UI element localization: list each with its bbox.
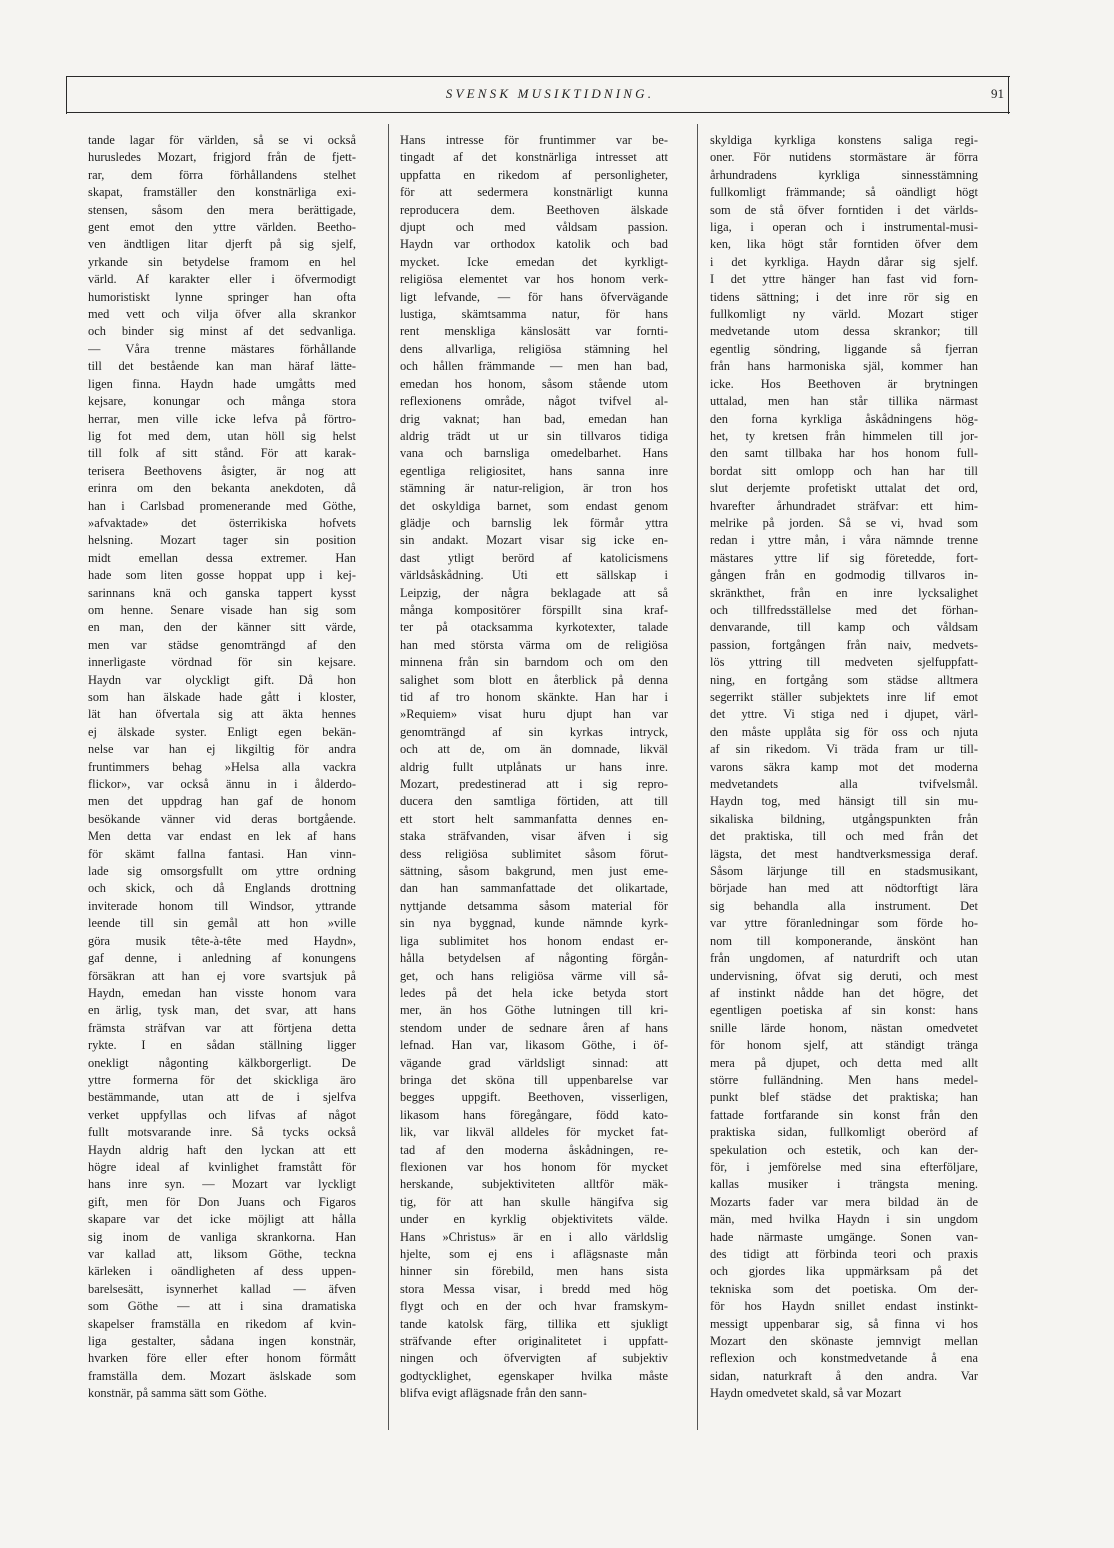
text-line: sikaliska bildning, utgångspunkten från xyxy=(710,811,978,826)
text-line: Hans »Christus» är en i allo världslig xyxy=(400,1229,668,1244)
text-line: reflexionens område, något tvifvel al- xyxy=(400,394,668,409)
text-line: minnena från sin barndom och om den xyxy=(400,655,668,670)
text-line: ej älskade syster. Enligt egen bekän- xyxy=(88,724,356,739)
text-line: snille lärde honom, nästan omedvetet xyxy=(710,1020,978,1035)
text-line: tad af den moderna åskådningen, re- xyxy=(400,1142,668,1157)
text-line: lig fot med dem, utan höll sig helst xyxy=(88,428,356,443)
text-line: Haydn aldrig haft den lyckan att ett xyxy=(88,1142,356,1157)
text-line: det praktiska, till och med från det xyxy=(710,829,978,844)
text-line: Haydn var olyckligt gift. Då hon xyxy=(88,672,356,687)
text-line: dess religiösa sublimitet såsom förut- xyxy=(400,846,668,861)
text-line: praktiska sidan, fullkomligt oberörd af xyxy=(710,1125,978,1140)
text-line: men var städse genomträngd af den xyxy=(88,637,356,652)
text-line: helsning. Mozart tager sin position xyxy=(88,533,356,548)
text-line: tig, för att han skulle hängifva sig xyxy=(400,1194,668,1209)
header-bottom-rule xyxy=(66,112,1010,113)
text-line: hålla betydelsen af någonting förgån- xyxy=(400,951,668,966)
text-line: blifva evigt aflägsnade från den sann- xyxy=(400,1386,587,1401)
text-line: hinner sin förebild, men hans sista xyxy=(400,1264,668,1279)
text-line: ter på otacksamma kyrkotexter, talade xyxy=(400,620,668,635)
text-line: Mozart, predestinerad att i sig repro- xyxy=(400,777,668,792)
text-line: Haydn var orthodox katolik och bad xyxy=(400,237,668,252)
text-line: göra musik tête-à-tête med Haydn», xyxy=(88,933,356,948)
text-line: aldrig trädt ut ur sin tillvaros tidiga xyxy=(400,428,668,443)
text-line: sig behandla alla instrument. Det xyxy=(710,898,978,913)
text-line: humoristiskt lynne springer han ofta xyxy=(88,289,356,304)
text-line: gift, men för Don Juans och Figaros xyxy=(88,1194,356,1209)
text-line: dens allvarliga, religiösa stämning hel xyxy=(400,341,668,356)
text-line: och att de, om än domnade, likväl xyxy=(400,742,668,757)
text-line: sträfvande efter originalitetet i uppfatt- xyxy=(400,1334,668,1349)
text-line: passion, fortgången från naiv, medvets- xyxy=(710,637,978,652)
text-line: lik, var likväl alldeles för mycket fat- xyxy=(400,1125,668,1140)
text-line: af instinkt nådde han det högre, det xyxy=(710,985,978,1000)
text-line: lade sig omsorgsfullt om yttre ordning xyxy=(88,864,356,879)
text-line: leende till sin gemål att hon »ville xyxy=(88,916,356,931)
text-line: och tillfredsställelse med det förhan- xyxy=(710,602,978,617)
text-line: bringa det sköna till uppenbarelse var xyxy=(400,1072,668,1087)
text-line: mästares yttre lif sig företedde, fort- xyxy=(710,550,978,565)
text-line: undervisning, öfvat sig deruti, och mest xyxy=(710,968,978,983)
text-line: gent emot den yttre världen. Beetho- xyxy=(88,220,356,235)
text-line: men det uppdrag han gaf de honom xyxy=(88,794,356,809)
text-line: för att sedermera konstnärligt kunna xyxy=(400,185,668,200)
text-line: började han med att nödtorftigt lära xyxy=(710,881,978,896)
text-line: midt emellan dessa extremer. Han xyxy=(88,550,356,565)
page-number: 91 xyxy=(991,86,1004,101)
text-line: värld. Af karakter eller i öfvermodigt xyxy=(88,272,356,287)
text-line: I det yttre hänger han fast vid forn- xyxy=(710,272,978,287)
text-line: reproducera dem. Beethoven älskade xyxy=(400,202,668,217)
text-line: emedan hos honom, såsom stående utom xyxy=(400,376,668,391)
text-line: rent menskliga känslosätt var fornti- xyxy=(400,324,668,339)
text-line: var yttre föranledningar som förde ho- xyxy=(710,916,978,931)
text-line: rykte. I en sådan ställning ligger xyxy=(88,1038,356,1053)
text-line: mer, än hos Göthe lutningen till kri- xyxy=(400,1003,668,1018)
text-line: fattade fortfarande sin konst från den xyxy=(710,1107,978,1122)
text-line: godtycklighet, egenskaper hvilka måste xyxy=(400,1368,668,1383)
text-line: han med största värma om de religiösa xyxy=(400,637,668,652)
text-line: tingadt af det konstnärliga intresset att xyxy=(400,150,668,165)
text-line: om henne. Senare visade han sig som xyxy=(88,602,356,617)
text-line: segerrikt ställer subjektets inre lif emot xyxy=(710,690,978,704)
text-line: nom till komponerande, änskönt han xyxy=(710,933,978,948)
text-column-2 xyxy=(400,132,668,1403)
text-line: likasom hans föregångare, född kato- xyxy=(400,1107,668,1122)
text-line: medvetandets alla tvifvelsmål. xyxy=(710,777,978,792)
text-line: skapat, framställer den konstnärliga exi- xyxy=(88,185,356,200)
text-line: djupt och med våldsam passion. xyxy=(400,220,668,235)
text-line: den samt tillbaka har hos honom full- xyxy=(710,446,978,461)
text-line: världsåskådning. Uti ett sällskap i xyxy=(400,568,668,583)
text-line: punkt blef städse det praktiska; han xyxy=(710,1090,978,1105)
text-line: yttre formerna för det skickliga äro xyxy=(88,1072,356,1087)
text-line: erinra om den bekanta anekdoten, då xyxy=(88,481,356,496)
text-line: fruntimmers behag »Helsa alla vackra xyxy=(88,759,356,774)
text-line: spekulation och estetik, och kan der- xyxy=(710,1142,978,1157)
text-line: reflexion och konstmedvetande å ena xyxy=(710,1351,978,1366)
text-line: genomträngd af sin kyrkas intryck, xyxy=(400,724,668,739)
text-line: Mozart den skönaste jemnvigt mellan xyxy=(710,1334,978,1349)
text-line: — Våra trenne mästares förhållande xyxy=(88,341,356,356)
text-line: den forna kyrkliga åskådningens hög- xyxy=(710,411,978,426)
text-line: Leipzig, der några beklagade att så xyxy=(400,585,668,600)
text-line: för skämt fallna fantasi. Han vinn- xyxy=(88,846,356,861)
text-line: med vett och vilja öfver alla skrankor xyxy=(88,307,356,322)
text-line: des tidigt att förbinda teori och praxis xyxy=(710,1247,978,1261)
text-line: tande lagar för världen, så se vi också xyxy=(88,133,356,147)
text-line: melrike på jorden. Så se vi, hvad som xyxy=(710,515,978,530)
text-line: skyldiga kyrkliga konstens saliga regi- xyxy=(710,133,978,147)
text-line: sin nya byggnad, kunde nämnde kyrk- xyxy=(400,916,668,931)
text-line: kejsare, konungar och många stora xyxy=(88,394,356,409)
text-line: yrkande sin betydelse framom en hel xyxy=(88,254,356,269)
text-line: fullt motsvarande inre. Så tycks också xyxy=(88,1125,356,1140)
text-line: nyttjande detsamma såsom material för xyxy=(400,898,668,913)
column-divider-1 xyxy=(388,124,389,1430)
text-line: som de stå öfver forntiden i det världs- xyxy=(710,202,978,217)
text-line: från hans harmoniska själ, kommer han xyxy=(710,359,978,374)
text-line: en ärlig, tysk man, det svar, att hans xyxy=(88,1003,356,1018)
text-line: uppfatta en rikedom af personligheter, xyxy=(400,167,668,182)
text-line: af sin rikedom. Vi träda fram ur till- xyxy=(710,742,978,757)
text-line: ningen och öfvervigten af subjektiv xyxy=(400,1351,668,1366)
text-line: mera på djupet, och detta med allt xyxy=(710,1055,978,1070)
text-line: herskande, subjektiviteten alltför mäk- xyxy=(400,1177,668,1192)
text-line: för hos Haydn snillet endast instinkt- xyxy=(710,1299,978,1314)
text-line: liga sublimitet hos honom endast er- xyxy=(400,933,668,948)
text-line: det yttre. Vi stiga ned i djupet, värl- xyxy=(710,707,978,722)
text-line: lägsta, det mest handtverksmessiga deraf. xyxy=(710,846,978,861)
text-line: män, med hvilka Haydn i sin ungdom xyxy=(710,1212,978,1227)
text-line: skapelser framställa en rikedom af kvin- xyxy=(88,1316,356,1331)
text-line: egentliga religiositet, hans sanna inre xyxy=(400,463,668,478)
text-line: hvarefter århundradet sträfvar: ett him- xyxy=(710,498,978,513)
text-line: tande katolsk färg, tillika ett sjukligt xyxy=(400,1316,668,1331)
text-column-3 xyxy=(710,132,978,1403)
text-line: stensen, såsom den mera berättigade, xyxy=(88,202,356,217)
text-line: den måste upplåta sig för oss och njuta xyxy=(710,724,978,739)
text-line: århundradens kyrkliga sinnesstämning xyxy=(710,167,978,182)
text-line: vägande grad världsligt sinnad: att xyxy=(400,1055,668,1070)
text-line: oner. För nutidens stormästare är förra xyxy=(710,150,978,165)
text-line: ligen finna. Haydn hade umgåtts med xyxy=(88,376,356,391)
text-line: besökande vänner vid deras bortgående. xyxy=(88,811,356,826)
text-line: verket uppfyllas och lifvas af något xyxy=(88,1107,356,1122)
text-line: fullkomligt främmande; så oändligt högt xyxy=(710,185,978,200)
text-line: som han älskade hade gått i kloster, xyxy=(88,690,356,704)
text-line: »Requiem» visat huru djupt han var xyxy=(400,707,668,722)
text-line: innerligaste vördnad för sin kejsare. xyxy=(88,655,356,670)
text-line: stendom under de sednare åren af hans xyxy=(400,1020,668,1035)
header-right-rule xyxy=(1008,76,1009,114)
text-line: ken, lika högt står forntiden öfver dem xyxy=(710,237,978,252)
text-line: skapare var det icke möjligt att hålla xyxy=(88,1212,356,1227)
text-line: staka sträfvanden, visar äfven i sig xyxy=(400,829,668,844)
text-line: ledes på det hela icke betyda stort xyxy=(400,985,668,1000)
text-line: uttalad, men han står tillika närmast xyxy=(710,394,978,409)
text-line: främsta sträfvan var att förtjena detta xyxy=(88,1020,356,1035)
text-line: skränkthet, från en inre lycksalighet xyxy=(710,585,978,600)
text-line: het, ty kretsen från himmelen till jor- xyxy=(710,428,978,443)
text-line: till folk af sitt stånd. För att karak- xyxy=(88,446,356,461)
text-line: kallas musiker i trängsta mening. xyxy=(710,1177,978,1192)
text-line: tid af tro honom skänkte. Han har i xyxy=(400,690,668,704)
text-line: hade som liten gosse hoppat upp i kej- xyxy=(88,568,356,583)
text-line: medvetande utom dessa skrankor; till xyxy=(710,324,978,339)
text-line: i det kyrkliga. Haydn dårar sig sjelf. xyxy=(710,254,978,269)
text-line: Hans intresse för fruntimmer var be- xyxy=(400,133,668,147)
text-line: ligt lefvande, — för hans öfvervägande xyxy=(400,289,668,304)
text-line: ducera den samtliga förtiden, att till xyxy=(400,794,668,809)
header-left-rule xyxy=(66,76,67,114)
text-line: försäkran att han ej vore svartsjuk på xyxy=(88,968,356,983)
text-line: dast ytligt berörd af katolicismens xyxy=(400,550,668,565)
text-line: hurusledes Mozart, frigjord från de fjett- xyxy=(88,150,356,165)
text-line: framställa dem. Mozart äslskade som xyxy=(88,1368,356,1383)
text-line: kärleken i oändligheten af dess uppen- xyxy=(88,1264,356,1279)
text-line: ning, en fortgång som städse alltmera xyxy=(710,672,978,687)
column-divider-2 xyxy=(697,124,698,1430)
text-line: flexionen var hos honom för mycket xyxy=(400,1159,668,1174)
text-line: slut derjemte profetiskt uttalat det ord, xyxy=(710,481,978,496)
text-line: aldrig fullt utplånats ur hans inre. xyxy=(400,759,668,774)
text-line: lös yttring till medveten sjelfuppfatt- xyxy=(710,655,978,670)
text-line: och hållen främmande — men han bad, xyxy=(400,359,668,374)
text-line: barelsesätt, isynnerhet kallad — äfven xyxy=(88,1281,356,1296)
text-line: och gjordes lika uppmärksam på det xyxy=(710,1264,978,1279)
text-line: för honom sjelf, att ständigt tränga xyxy=(710,1038,978,1053)
text-line: egentligen poetiska af sin konst: hans xyxy=(710,1003,978,1018)
text-line: flickor», var också ännu in i ålderdo- xyxy=(88,777,356,792)
text-line: lefnad. Han var, likasom Göthe, i öf- xyxy=(400,1038,668,1053)
text-line: högre ideal af kvinlighet framstått för xyxy=(88,1159,356,1174)
text-line: liga, i operan och i instrumental-musi- xyxy=(710,220,978,235)
text-line: drig vaknat; han bad, emedan han xyxy=(400,411,668,426)
text-line: egentlig söndring, liggande så fjerran xyxy=(710,341,978,356)
text-line: hade närmaste umgänge. Sonen van- xyxy=(710,1229,978,1244)
text-line: vana och barnsliga omedelbarhet. Hans xyxy=(400,446,668,461)
text-line: sättning, såsom bakgrund, men just eme- xyxy=(400,864,668,879)
text-line: bestämmande, utan att de i sjelfva xyxy=(88,1090,356,1105)
text-line: gaf denne, i anledning af konungens xyxy=(88,951,356,966)
text-line: nelse var han ej likgiltig för andra xyxy=(88,742,356,757)
text-line: bordat sitt omlopp och han har till xyxy=(710,463,978,478)
text-line: religiösa elementet var hos honom verk- xyxy=(400,272,668,287)
text-line: större fulländning. Men hans medel- xyxy=(710,1072,978,1087)
text-line: »afvaktade» det österrikiska hofvets xyxy=(88,515,356,530)
text-line: Haydn tog, med hänsigt till sin mu- xyxy=(710,794,978,809)
text-line: lät han öfvertala sig att äkta hennes xyxy=(88,707,356,722)
text-line: tekniska som det poetiska. Om der- xyxy=(710,1281,978,1296)
text-line: begges uppgift. Beethoven, visserligen, xyxy=(400,1090,668,1105)
text-line: under en kyrklig objektivitets välde. xyxy=(400,1212,668,1227)
text-line: tidens sättning; i det inre rör sig en xyxy=(710,289,978,304)
text-line: ven ändtligen litar djerft på sig sjelf, xyxy=(88,237,356,252)
text-line: liga gestalter, sådana ingen konstnär, xyxy=(88,1334,356,1349)
text-line: Såsom lärjunge till en stadsmusikant, xyxy=(710,864,978,879)
text-line: inviterade honom till Windsor, yttrande xyxy=(88,898,356,913)
text-line: ett stort helt sammanfatta dennes en- xyxy=(400,811,668,826)
text-line: och skick, och då Englands drottning xyxy=(88,881,356,896)
text-line: rar, dem förra förhållandens stelhet xyxy=(88,167,356,182)
text-line: lustiga, skämtsamma natur, för hans xyxy=(400,307,668,322)
text-line: sarinnans knä och ganska tappert kysst xyxy=(88,585,356,600)
text-line: messigt uppenbarar sig, så finna vi hos xyxy=(710,1316,978,1331)
text-line: var kallad att, liksom Göthe, teckna xyxy=(88,1247,356,1261)
text-line: glädje och barnslig lek förmår yttra xyxy=(400,515,668,530)
text-line: get, och hans religiösa värme vill så- xyxy=(400,968,668,983)
text-line: onekligt någonting kälkborgerligt. De xyxy=(88,1055,356,1070)
text-line: herrar, men ville icke lefva på förtro- xyxy=(88,411,356,426)
text-line: och binder sig minst af det sedvanliga. xyxy=(88,324,356,339)
text-line: Haydn omedvetet skald, så var Mozart xyxy=(710,1386,902,1401)
text-line: hans inre syn. — Mozart var lyckligt xyxy=(88,1177,356,1192)
text-line: sin andakt. Mozart visar sig icke en- xyxy=(400,533,668,548)
header-top-rule xyxy=(66,76,1010,77)
text-line: stämning är natur-religion, är tron hos xyxy=(400,481,668,496)
text-line: Men detta var endast en lek af hans xyxy=(88,829,356,844)
text-line: varons säkra kamp mot det moderna xyxy=(710,759,978,774)
text-line: gången från en godmodig tillvaros in- xyxy=(710,568,978,583)
text-line: för, i jemförelse med sina efterföljare, xyxy=(710,1159,978,1174)
text-line: hvarken före eller efter honom förmått xyxy=(88,1351,356,1366)
text-line: en man, den der känner sitt värde, xyxy=(88,620,356,635)
text-line: terisera Beethovens åsigter, är nog att xyxy=(88,463,356,478)
text-line: som Göthe — att i sina dramatiska xyxy=(88,1299,356,1314)
text-line: sidan, naturkraft å den andra. Var xyxy=(710,1368,978,1383)
text-line: han i Carlsbad promenerande med Göthe, xyxy=(88,498,356,513)
text-column-1 xyxy=(88,132,356,1403)
text-line: hjelte, som ej ens i aflägsnaste mån xyxy=(400,1247,668,1261)
running-title: SVENSK MUSIKTIDNING. xyxy=(445,86,655,101)
text-line: många kompositörer förspillt sina kraf- xyxy=(400,602,668,617)
text-line: fullkomligt ny värld. Mozart stiger xyxy=(710,307,978,322)
text-line: stora Messa visar, i bredd med hög xyxy=(400,1281,668,1296)
text-line: konstnär, på samma sätt som Göthe. xyxy=(88,1386,267,1401)
text-line: redan i yttre mån, i våra nämnde trenne xyxy=(710,533,978,548)
text-line: dan han sammanfattade det olikartade, xyxy=(400,881,668,896)
text-line: från ungdomen, af naturdrift och utan xyxy=(710,951,978,966)
text-line: Mozarts fader var mera bildad än de xyxy=(710,1194,978,1209)
text-line: denvarande, till kamp och våldsam xyxy=(710,620,978,635)
text-line: icke. Hos Beethoven är brytningen xyxy=(710,376,978,391)
text-line: mycket. Icke emedan det kyrkligt- xyxy=(400,254,668,269)
text-line: flygt och en der och hvar framskym- xyxy=(400,1299,668,1314)
text-line: till det bestående kan man häraf lätte- xyxy=(88,359,356,374)
text-line: sig inom de vanliga skrankorna. Han xyxy=(88,1229,356,1244)
text-line: det oskyldiga barnet, som endast genom xyxy=(400,498,668,513)
text-line: salighet som blott en återblick på denna xyxy=(400,672,668,687)
text-line: Haydn, emedan han visste honom vara xyxy=(88,985,356,1000)
